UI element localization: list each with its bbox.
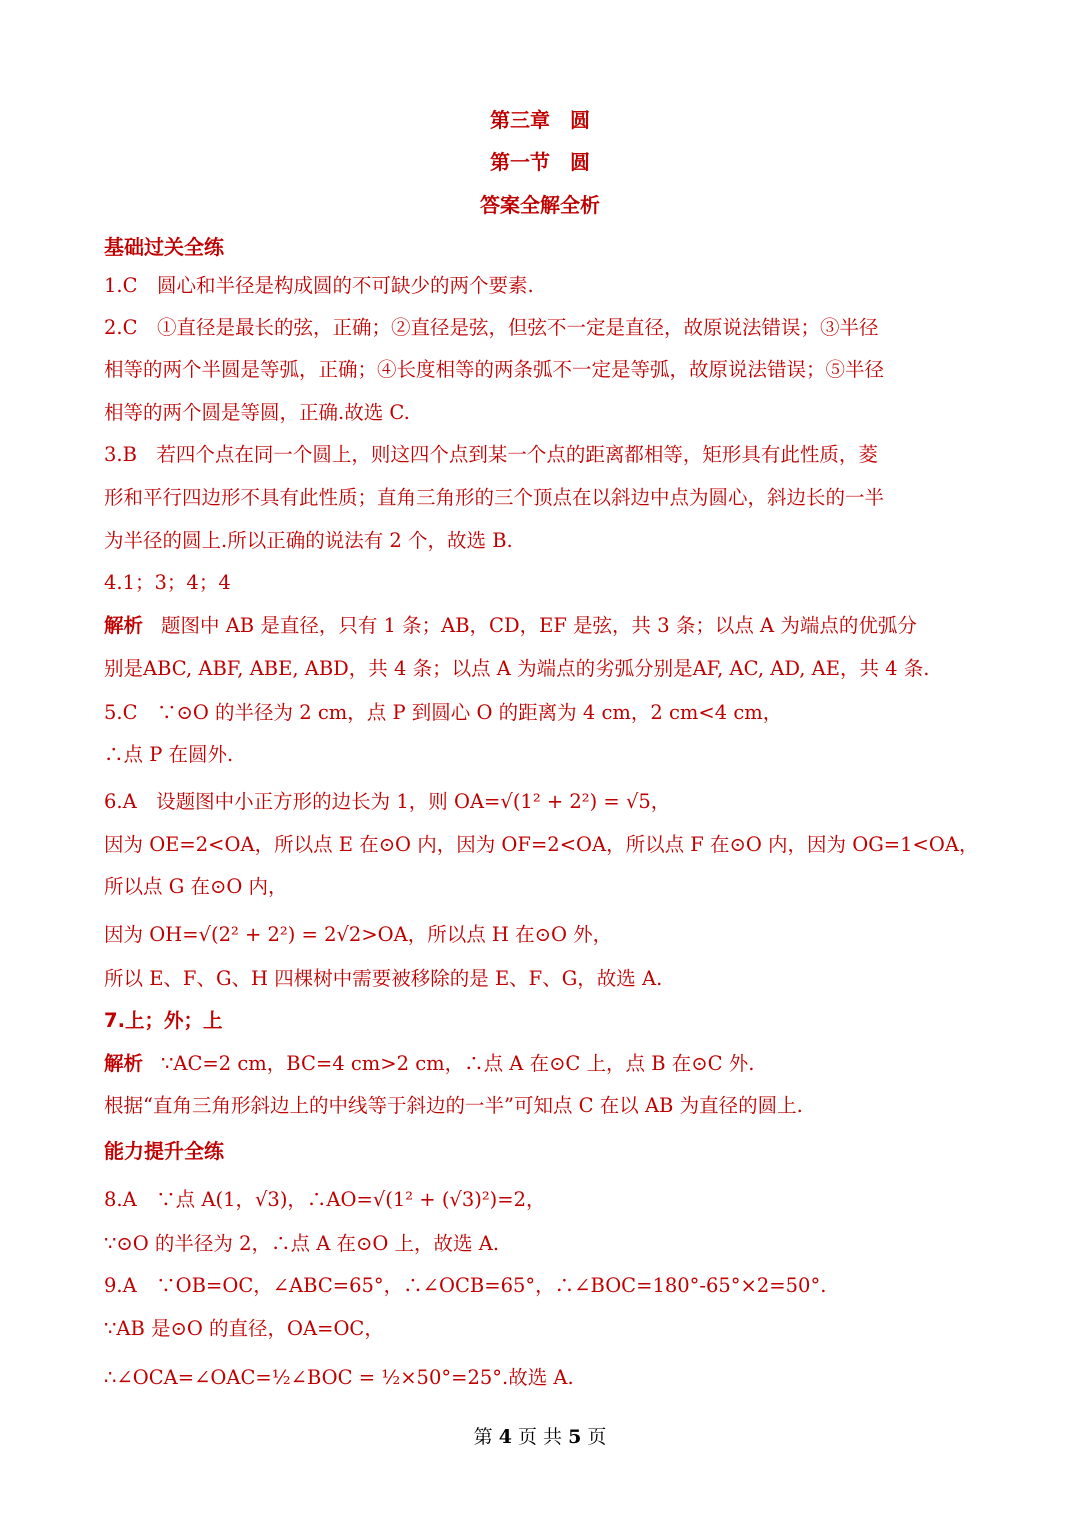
- chapter-title: 第三章 圆: [490, 108, 590, 132]
- answer-line-6a: 6.A 设题图中小正方形的边长为 1，则 OA=√(1² + 2²) = √5，: [104, 790, 671, 813]
- answer-line-6b: 因为 OE=2<OA，所以点 E 在⊙O 内，因为 OF=2<OA，所以点 F 在⊙O 内，因为 OG=1<OA，: [104, 833, 979, 856]
- section-heading-basic: 基础过关全练: [104, 235, 224, 259]
- analysis-text: ∵AC=2 cm，BC=4 cm>2 cm，∴点 A 在⊙C 上，点 B 在⊙C 外.: [161, 1052, 755, 1075]
- analysis-line-4b: 别是ABC, ABF, ABE, ABD，共 4 条；以点 A 为端点的劣弧分别是AF, AC, AD, AE，共 4 条.: [104, 657, 930, 680]
- answer-line-6e: 所以 E、F、G、H 四棵树中需要被移除的是 E、F、G，故选 A.: [104, 967, 663, 990]
- answer-line-2a: 2.C ①直径是最长的弦，正确；②直径是弦，但弦不一定是直径，故原说法错误；③半径: [104, 316, 879, 339]
- answer-line-3a: 3.B 若四个点在同一个圆上，则这四个点到某一个点的距离都相等，矩形具有此性质，菱: [104, 443, 878, 466]
- answer-line-8b: ∵⊙O 的半径为 2，∴点 A 在⊙O 上，故选 A.: [104, 1232, 500, 1255]
- analysis-text: 题图中 AB 是直径，只有 1 条；AB，CD，EF 是弦，共 3 条；以点 A 为端点的优弧分: [161, 614, 917, 637]
- answer-line-6c: 所以点 G 在⊙O 内，: [104, 875, 288, 898]
- answer-line-4: 4.1；3；4；4: [104, 571, 231, 594]
- answer-line-5a: 5.C ∵⊙O 的半径为 2 cm，点 P 到圆心 O 的距离为 4 cm，2 cm<4 cm，: [104, 701, 783, 724]
- analysis-label: 解析: [104, 614, 144, 637]
- answer-line-7: 7.上；外；上: [104, 1009, 223, 1032]
- answer-line-5b: ∴点 P 在圆外.: [104, 743, 234, 766]
- answer-line-3b: 形和平行四边形不具有此性质；直角三角形的三个顶点在以斜边中点为圆心，斜边长的一半: [104, 486, 885, 509]
- section-heading-advanced: 能力提升全练: [104, 1139, 224, 1163]
- section-title: 第一节 圆: [490, 150, 590, 174]
- footer-prefix: 第: [473, 1426, 493, 1448]
- footer-middle: 页 共: [517, 1426, 563, 1448]
- answer-line-3c: 为半径的圆上.所以正确的说法有 2 个，故选 B.: [104, 529, 513, 552]
- page-footer: [0, 1422, 1080, 1449]
- analysis-line-4a: [104, 612, 984, 640]
- answer-line-2b: 相等的两个半圆是等弧，正确；④长度相等的两条弧不一定是等弧，故原说法错误；⑤半径: [104, 358, 885, 381]
- answer-subtitle: 答案全解全析: [480, 193, 600, 217]
- analysis-line-7a: [104, 1050, 984, 1078]
- analysis-line-7b: 根据“直角三角形斜边上的中线等于斜边的一半”可知点 C 在以 AB 为直径的圆上.: [104, 1094, 803, 1117]
- answer-line-2c: 相等的两个圆是等圆，正确.故选 C.: [104, 401, 410, 424]
- answer-line-9b: ∵AB 是⊙O 的直径，OA=OC，: [104, 1317, 384, 1340]
- footer-total-pages: 5: [568, 1426, 582, 1448]
- answer-line-8a: 8.A ∵点 A(1，√3)，∴AO=√(1² + (√3)²)=2，: [104, 1188, 546, 1211]
- footer-page-number: 4: [498, 1426, 512, 1448]
- answer-line-1: 1.C 圆心和半径是构成圆的不可缺少的两个要素.: [104, 274, 534, 297]
- footer-suffix: 页: [587, 1426, 607, 1448]
- answer-line-6d: 因为 OH=√(2² + 2²) = 2√2>OA，所以点 H 在⊙O 外，: [104, 923, 613, 946]
- answer-line-9c: ∴∠OCA=∠OAC=½∠BOC = ½×50°=25°.故选 A.: [104, 1366, 574, 1389]
- analysis-label: 解析: [104, 1052, 144, 1075]
- answer-line-9a: 9.A ∵OB=OC，∠ABC=65°，∴∠OCB=65°，∴∠BOC=180°-65°×2=50°.: [104, 1274, 827, 1297]
